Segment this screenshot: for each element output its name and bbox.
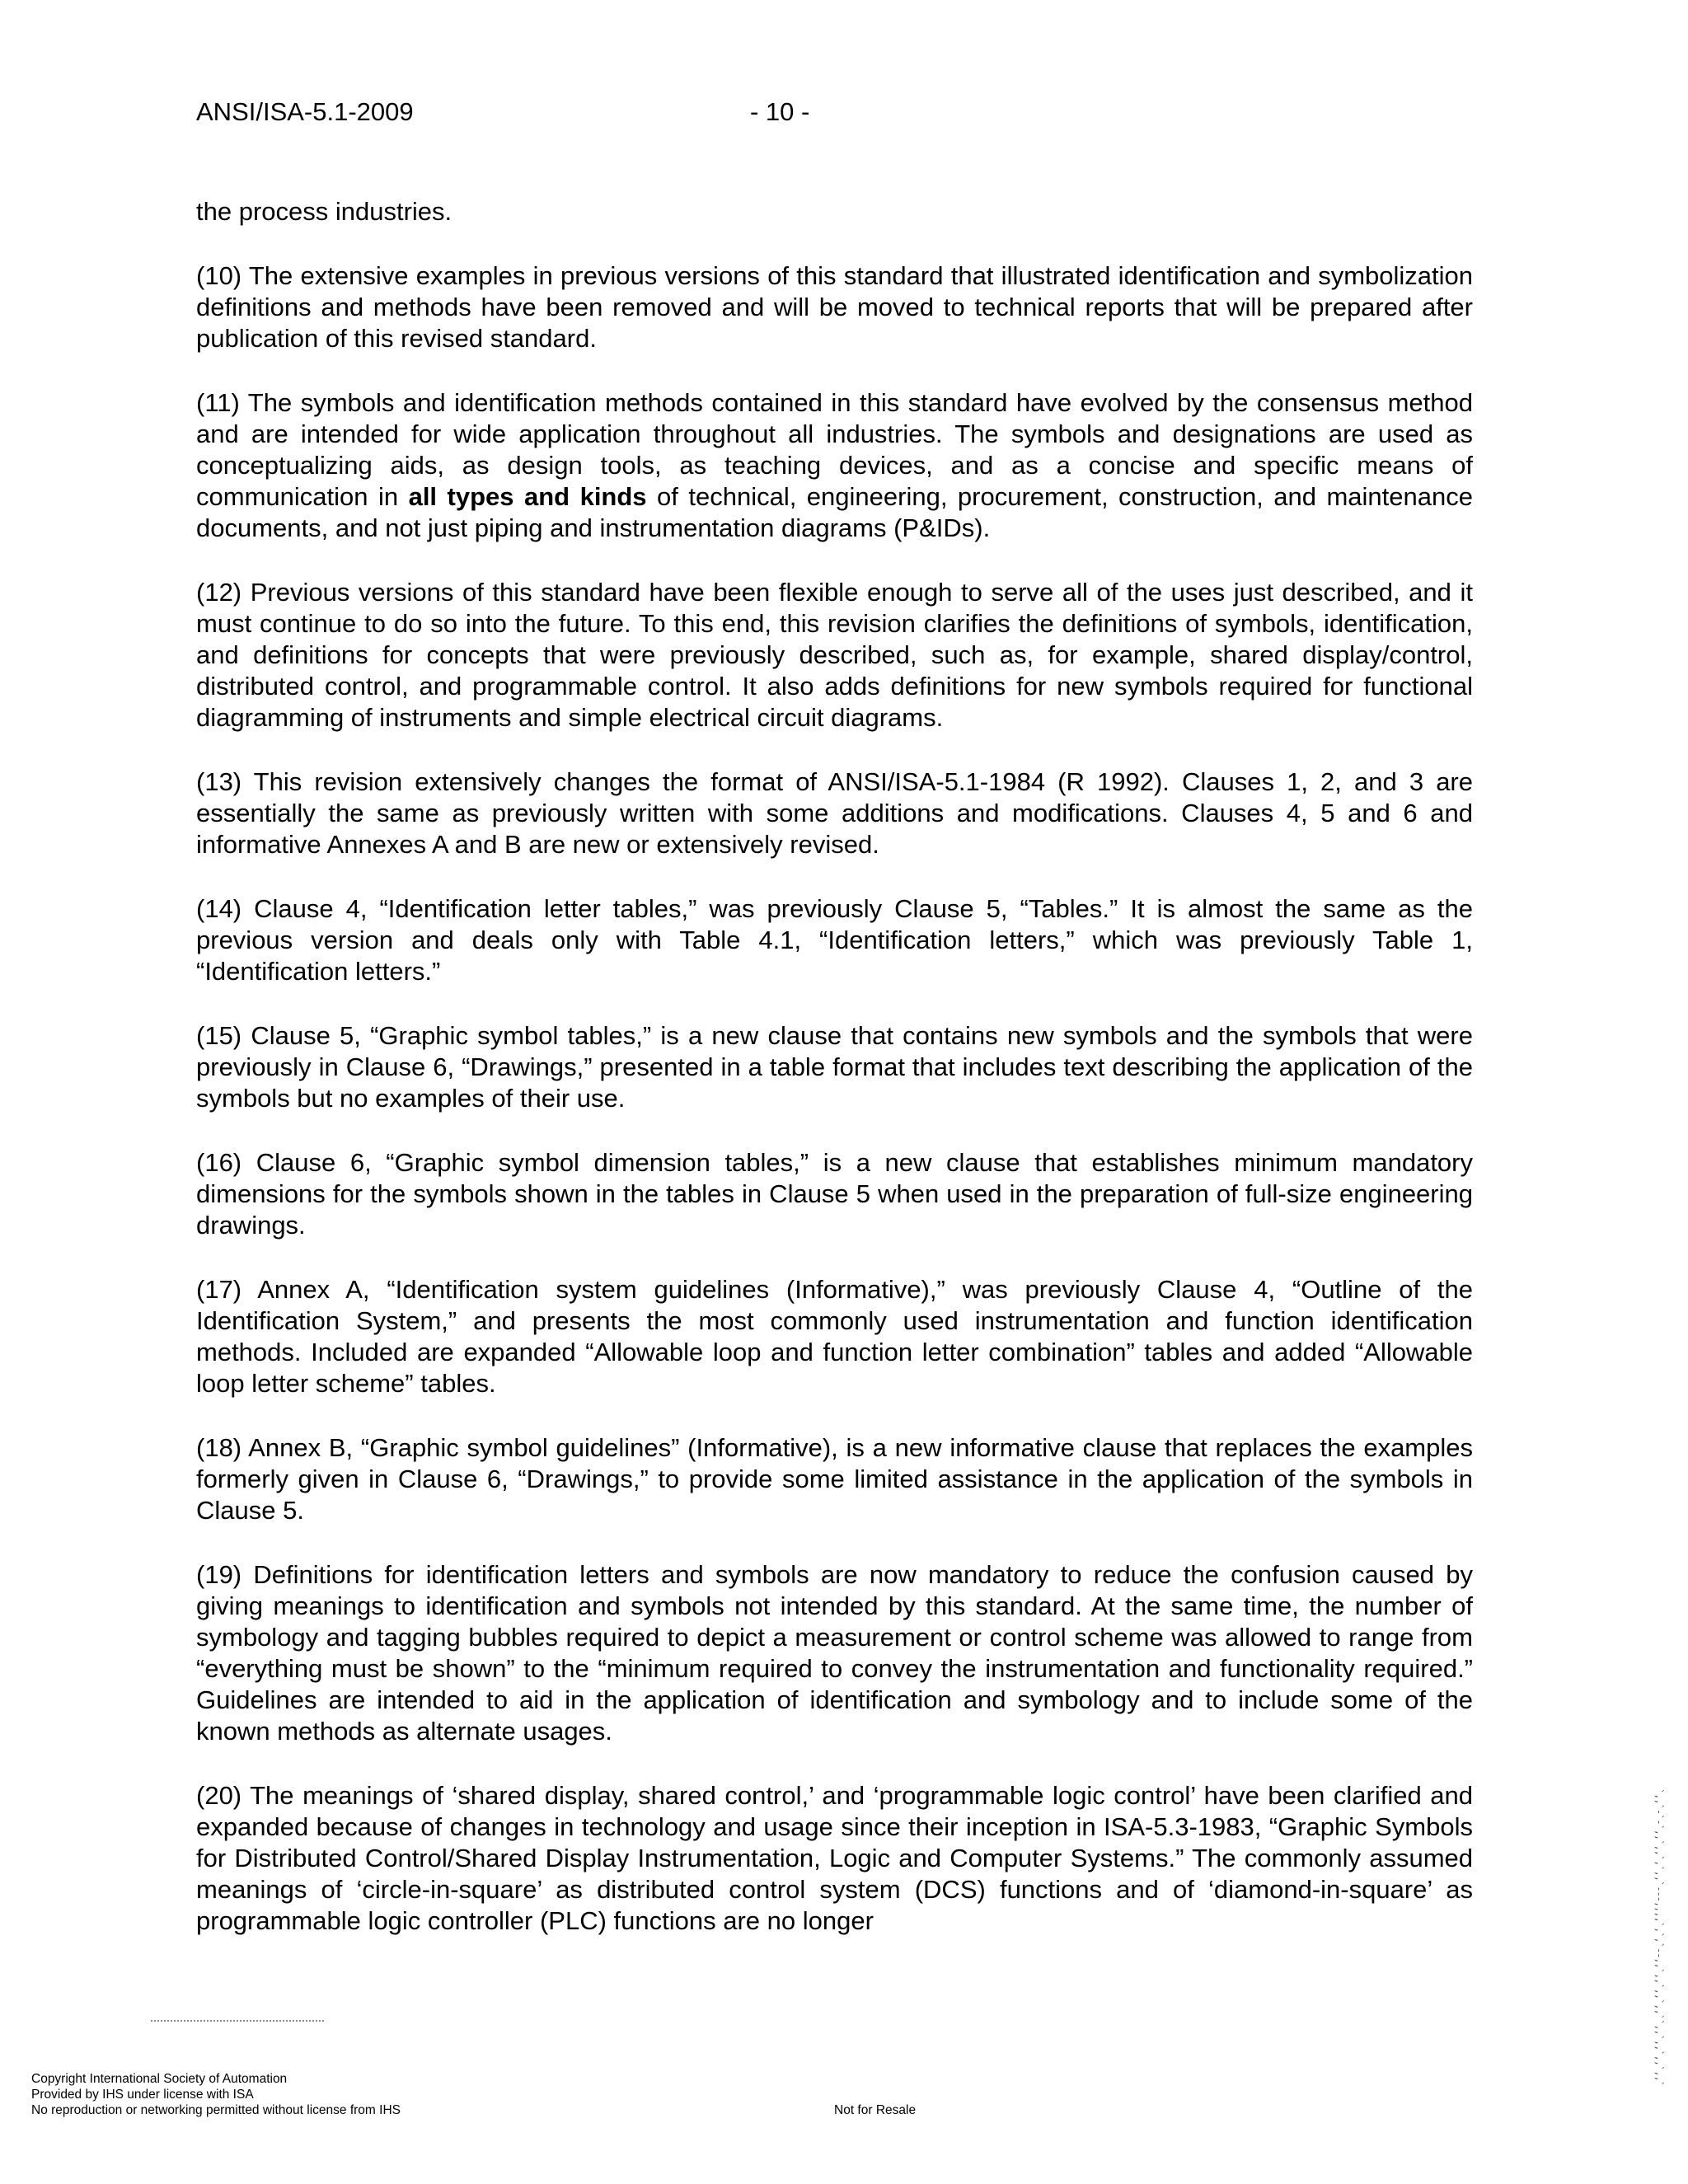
not-for-resale-label: Not for Resale — [834, 2103, 917, 2117]
reproduction-line: No reproduction or networking permitted without license from IHS — [31, 2103, 401, 2117]
paragraph-11 — [196, 387, 1473, 544]
copyright-line: Copyright International Society of Automation — [31, 2072, 288, 2086]
paragraph-11-part-b: of technical, engineering, procurement, construction, and maintenance documents, and not just piping and instrumentation diagrams (P&IDs). — [196, 482, 1473, 542]
paragraph-11-part-a: (11) The symbols and identification methods contained in this standard have evolved by the consensus method and are intended for wide application throughout all industries. The symbols and designations are used as conceptualizing aids, as design tools, as teaching devices, and as a concise and specific means of communication in — [196, 388, 1473, 511]
paragraph-14: (14) Clause 4, “Identification letter tables,” was previously Clause 5, “Tables.” It is almost the same as the previous version and deals only with Table 4.1, “Identification letters,” which was previously Table 1, “Identification letters.” — [196, 894, 1473, 986]
paragraph-15: (15) Clause 5, “Graphic symbol tables,” is a new clause that contains new symbols and the symbols that were previously in Clause 6, “Drawings,” presented in a table format that includes text describing the application of the symbols but no examples of their use. — [196, 1021, 1473, 1113]
paragraph-18: (18) Annex B, “Graphic symbol guidelines” (Informative), is a new informative clause that replaces the examples formerly given in Clause 6, “Drawings,” to provide some limited assistance in the application of the symbols in Clause 5. — [196, 1433, 1473, 1525]
paragraph-17: (17) Annex A, “Identification system guidelines (Informative),” was previously Clause 4, “Outline of the Identification System,” and presents the most commonly used instrumentation and function identification methods. Included are expanded “Allowable loop and function letter combination” tables and added “Allowable loop letter scheme” tables. — [196, 1275, 1473, 1398]
scan-artifact — [151, 2020, 324, 2027]
document-body — [196, 196, 1473, 1970]
document-id: ANSI/ISA-5.1-2009 — [196, 97, 414, 126]
paragraph-13: (13) This revision extensively changes the format of ANSI/ISA-5.1-1984 (R 1992). Clauses 1, 2, and 3 are essentially the same as previously written with some additions and modifications. Clauses 4, 5 and 6 and informative Annexes A and B are new or extensively revised. — [196, 767, 1473, 859]
paragraph-16: (16) Clause 6, “Graphic symbol dimension tables,” is a new clause that establishes minimum mandatory dimensions for the symbols shown in the tables in Clause 5 when used in the preparation of full-size engineering drawings. — [196, 1148, 1473, 1240]
license-line: Provided by IHS under license with ISA — [31, 2088, 254, 2102]
paragraph-19: (19) Definitions for identification letters and symbols are now mandatory to reduce the confusion caused by giving meanings to identification and symbols not intended by this standard. At the same time, the number of symbology and tagging bubbles required to depict a measurement or control scheme was allowed to range from “everything must be shown” to the “minimum required to convey the instrumentation and functionality required.” Guidelines are intended to aid in the application of identification and symbology and to include some of the known methods as alternate usages. — [196, 1560, 1473, 1746]
copyright-footer — [31, 2071, 401, 2118]
page-header — [196, 97, 1474, 130]
paragraph-continuation: the process industries. — [196, 197, 452, 226]
side-watermark: `,,`-`-`,,`,,`,`,,`---,,,,`,`,`--,,`,,`,,`,,``,,`,,`,,`,,` — [1653, 1788, 1665, 2087]
page-number: - 10 - — [750, 97, 810, 126]
paragraph-10: (10) The extensive examples in previous versions of this standard that illustrated identification and symbolization definitions and methods have been removed and will be moved to technical reports that will be prepared after publication of this revised standard. — [196, 261, 1473, 353]
paragraph-20: (20) The meanings of ‘shared display, shared control,’ and ‘programmable logic control’ have been clarified and expanded because of changes in technology and usage since their inception in ISA-5.3-1983, “Graphic Symbols for Distributed Control/Shared Display Instrumentation, Logic and Computer Systems.” The commonly assumed meanings of ‘circle-in-square’ as distributed control system (DCS) functions and of ‘diamond-in-square’ as programmable logic controller (PLC) functions are no longer — [196, 1781, 1473, 1935]
paragraph-12: (12) Previous versions of this standard have been flexible enough to serve all of the uses just described, and it must continue to do so into the future. To this end, this revision clarifies the definitions of symbols, identification, and definitions for concepts that were previously described, such as, for example, shared display/control, distributed control, and programmable control. It also adds definitions for new symbols required for functional diagramming of instruments and simple electrical circuit diagrams. — [196, 578, 1473, 732]
paragraph-11-emphasis: all types and kinds — [408, 482, 647, 511]
